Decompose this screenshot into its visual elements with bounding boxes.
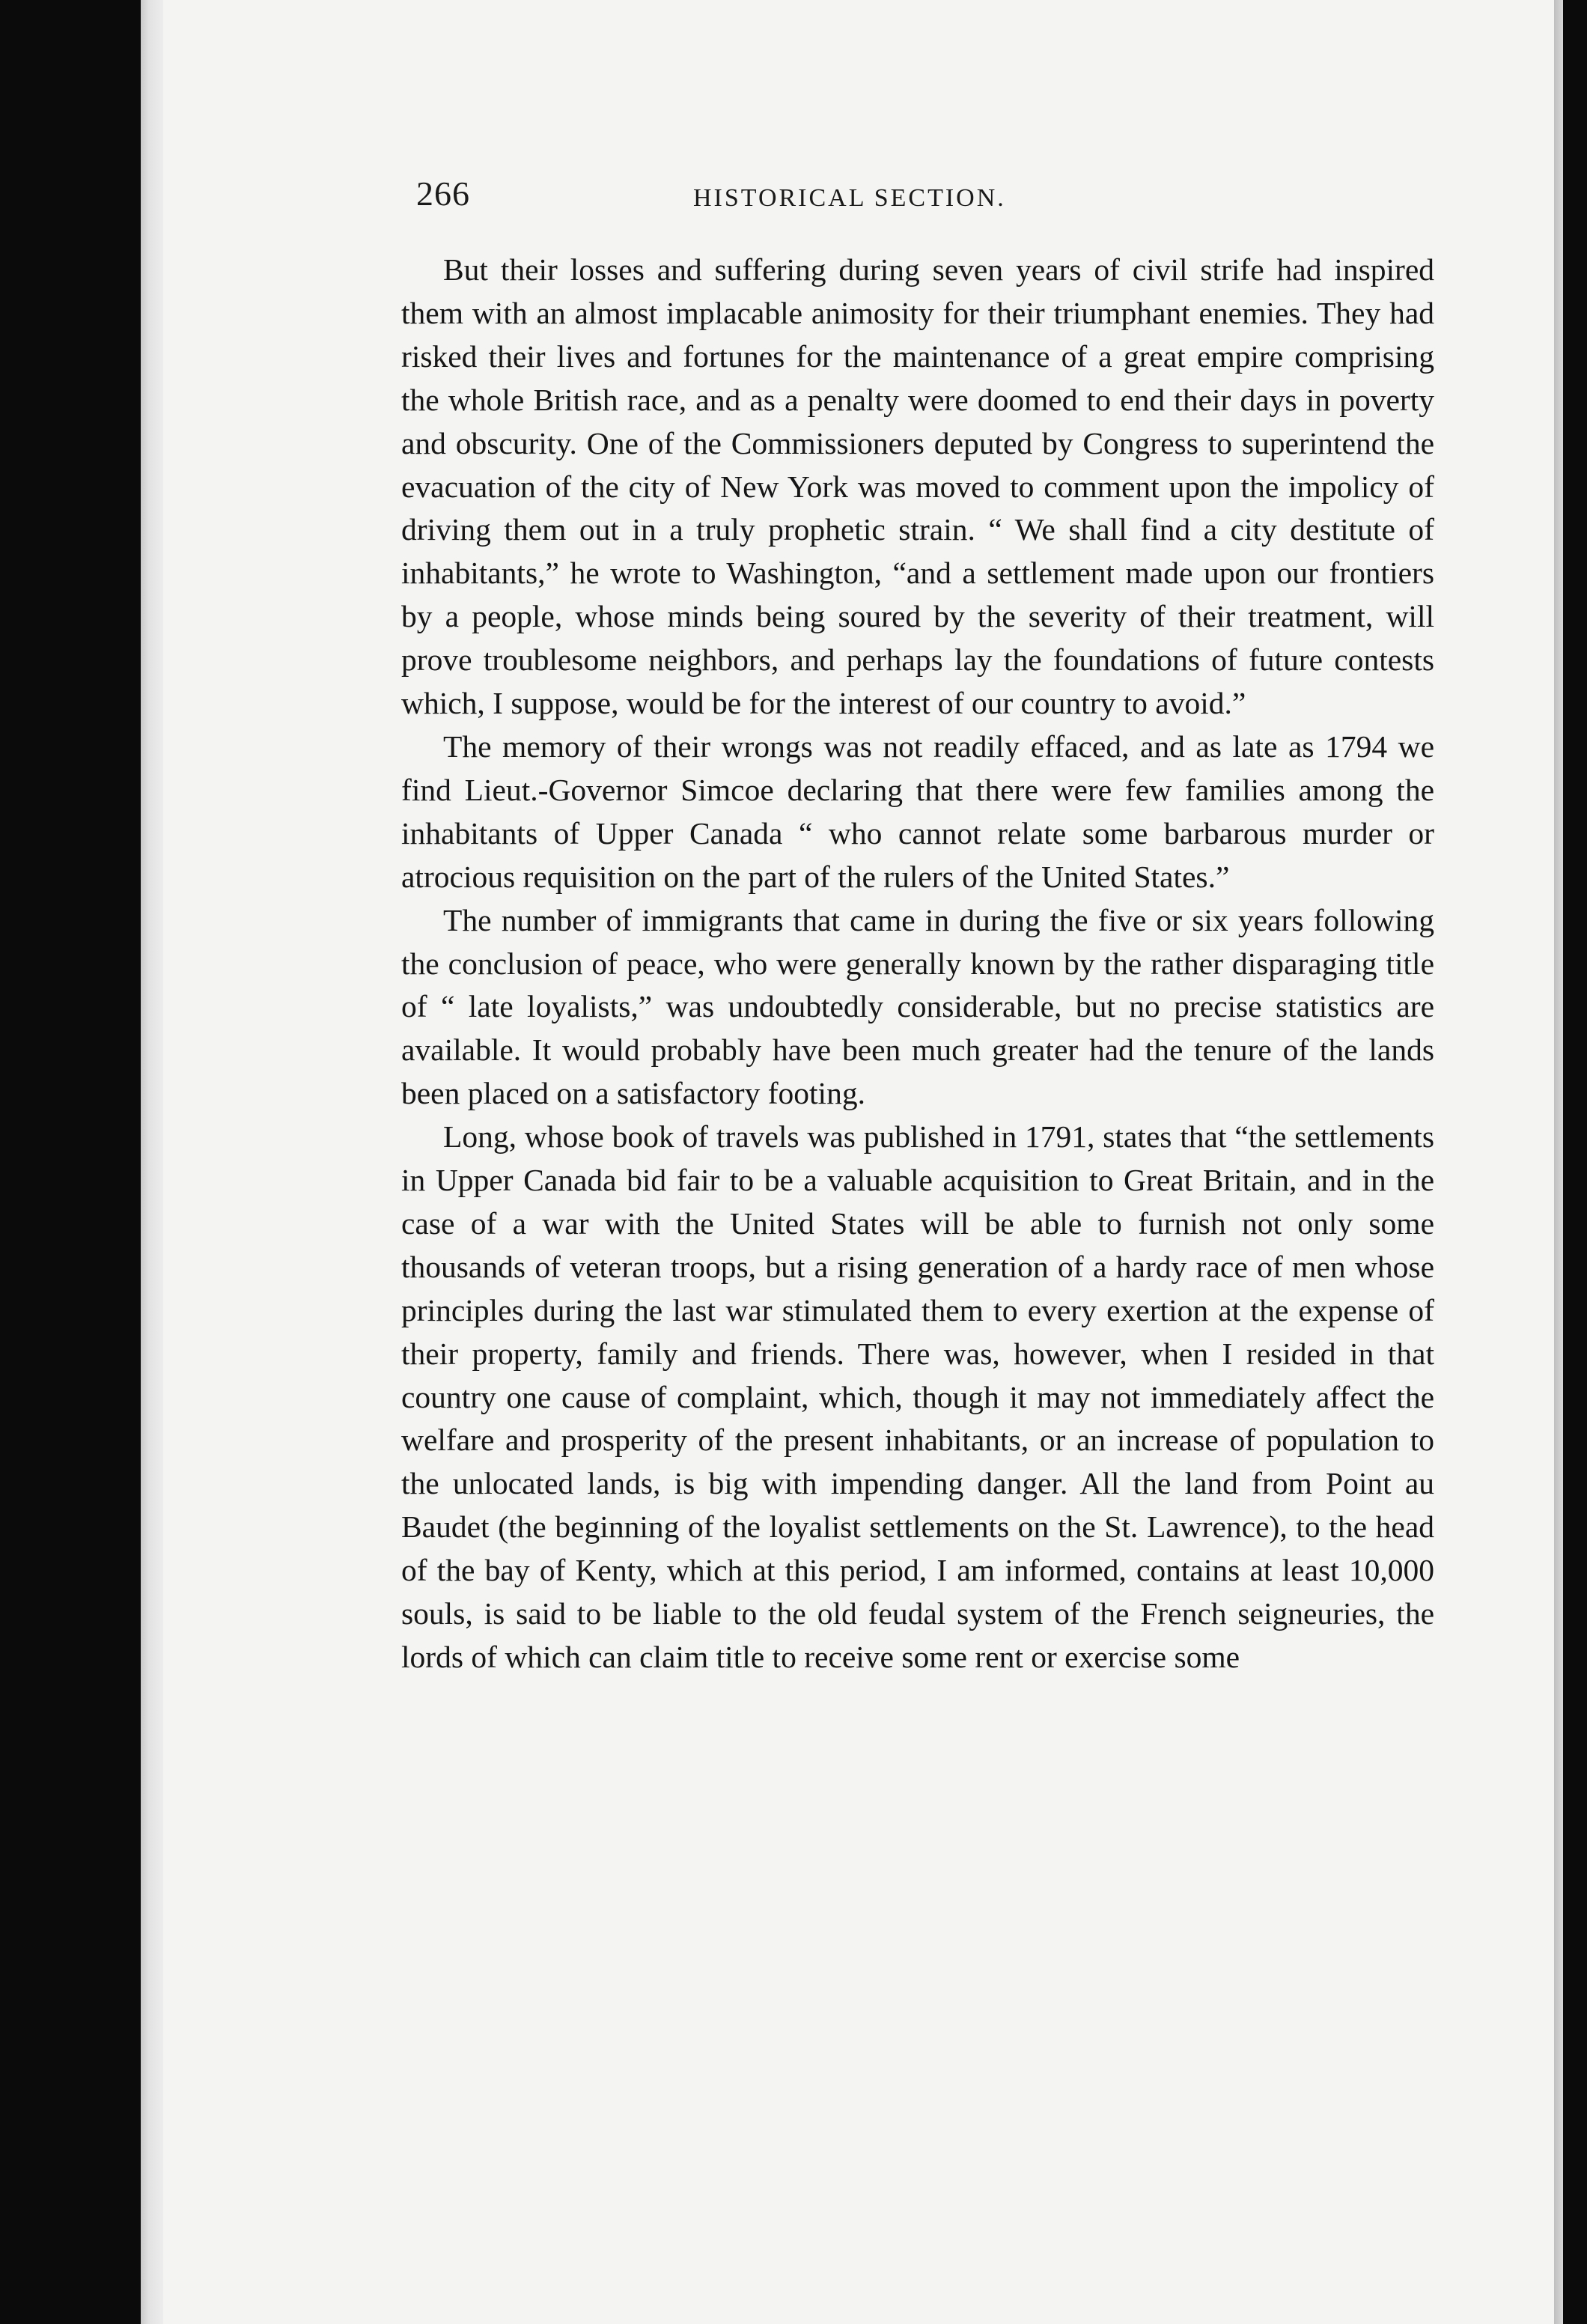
- page-right-edge: [1554, 0, 1563, 2324]
- paragraph-late-loyalists: The number of immigrants that came in during the five or six years following the conclusion of peace, who were generally known by the rather disparaging title of “ late loyalists,” was undoubtedly considerable, but no precise statistics are available. It would probably have been much greater had the tenure of the lands been placed on a satisfactory footing.: [401, 902, 1434, 1111]
- page-number: 266: [416, 174, 470, 213]
- paragraph-loyalist-animosity: But their losses and suffering during seven years of civil strife had inspired them with an almost implacable animosity for their triumphant enemies. They had risked their lives and fortunes for the maintenance of a great empire comprising the whole British race, and as a penalty were doomed to end their days in poverty and obscurity. One of the Commissioners deputed by Congress to superintend the evacuation of the city of New York was moved to comment upon the impolicy of driving them out in a truly prophetic strain. “ We shall find a city destitute of inhabitants,” he wrote to Washington, “and a settlement made upon our frontiers by a people, whose minds being soured by the severity of their treatment, will prove troublesome neighbors, and perhaps lay the foundations of future contests which, I suppose, would be for the interest of our country to avoid.”: [401, 252, 1434, 721]
- page-header: [416, 174, 1434, 234]
- paragraph-long-travels: Long, whose book of travels was published in 1791, states that “the settlements in Upper Canada bid fair to be a valuable acquisition to Great Britain, and in the case of a war with the United States will be able to furnish not only some thousands of veteran troops, but a rising generation of a hardy race of men whose principles during the last war stimulated them to every exertion at the expense of their property, family and friends. There was, however, when I resided in that country one cause of complaint, which, though it may not immediately affect the welfare and prosperity of the present inhabitants, or an increase of population to the unlocated lands, is big with impending danger. All the land from Point au Baudet (the beginning of the loyalist settlements on the St. Lawrence), to the head of the bay of Kenty, which at this period, I am informed, contains at least 10,000 souls, is said to be liable to the old feudal system of the French seigneuries, the lords of which can claim title to receive some rent or exercise some: [401, 1119, 1434, 1674]
- paragraph-simcoe: The memory of their wrongs was not readily effaced, and as late as 1794 we find Lieut.-Governor Simcoe declaring that there were few families among the inhabitants of Upper Canada “ who cannot relate some barbarous murder or atrocious requisition on the part of the rulers of the United States.”: [401, 728, 1434, 894]
- running-head: HISTORICAL SECTION.: [693, 184, 1006, 212]
- body-text: [401, 249, 1434, 1679]
